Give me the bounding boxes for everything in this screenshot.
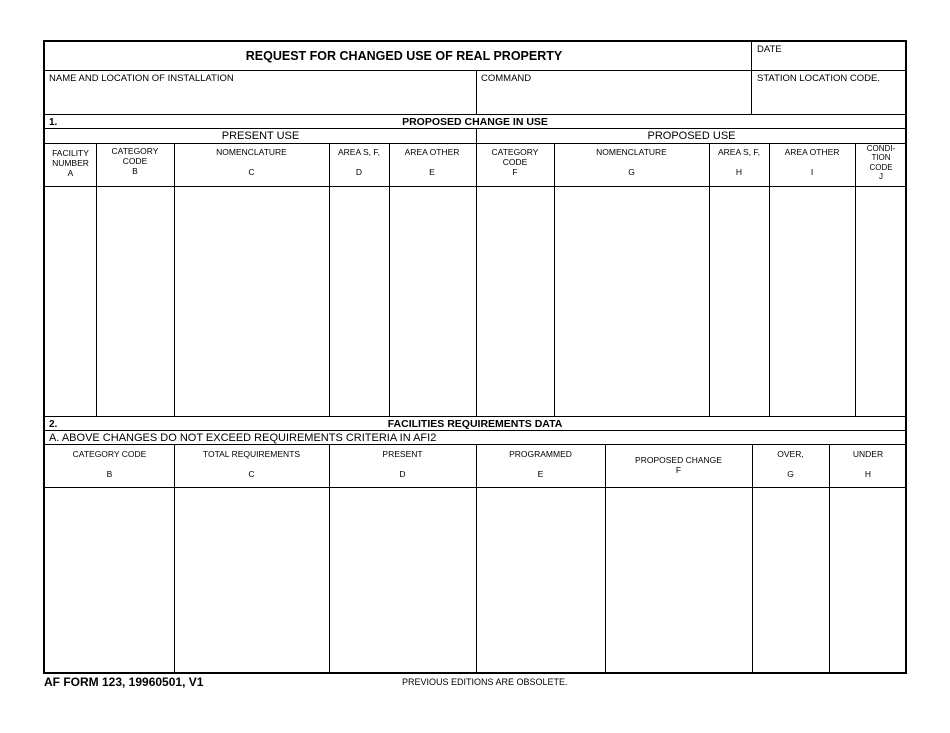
date-field[interactable]: [752, 56, 907, 70]
section2-title: FACILITIES REQUIREMENTS DATA: [387, 418, 563, 430]
req-header-programmed: [476, 450, 605, 479]
req-header-total-requirements: [174, 450, 329, 479]
col-header-proposed-area-other: [769, 148, 855, 177]
col-label: AREA OTHER: [784, 147, 840, 157]
divider: [45, 114, 907, 115]
col-letter: G: [628, 166, 635, 177]
col-label: NOMENCLATURE: [216, 147, 287, 157]
requirements-entry-area[interactable]: [46, 488, 906, 673]
divider: [45, 430, 907, 431]
col-label: NOMENCLATURE: [596, 147, 667, 157]
station-label: STATION LOCATION CODE.: [757, 73, 880, 84]
col-letter: B: [106, 468, 113, 479]
command-field[interactable]: [477, 86, 750, 112]
col-label: PROPOSED CHANGE: [635, 455, 722, 465]
col-letter: I: [810, 166, 814, 177]
col-letter: B: [132, 165, 138, 176]
col-header-nomenclature: [174, 148, 329, 177]
command-label: COMMAND: [481, 73, 532, 84]
form-frame: [43, 40, 907, 674]
station-field[interactable]: [752, 86, 907, 112]
col-label: PRESENT: [382, 449, 423, 459]
col-header-facility-number: FACILITY NUMBER A: [52, 148, 89, 178]
col-letter: J: [879, 172, 883, 182]
col-letter: F: [512, 166, 518, 177]
req-header-over: [752, 450, 829, 479]
col-label: PROGRAMMED: [509, 449, 572, 459]
col-label: OVER,: [777, 449, 804, 459]
present-use-label: PRESENT USE: [221, 130, 300, 142]
col-letter: H: [735, 166, 743, 177]
col-header-category-code: CATEGORY CODE B: [111, 146, 159, 176]
col-header-proposed-nomenclature: [554, 148, 709, 177]
col-letter: D: [399, 468, 406, 479]
col-letter: G: [787, 468, 794, 479]
req-header-under: [829, 450, 907, 479]
form-id: AF FORM 123, 19960501, V1: [44, 675, 204, 689]
section2-number: 2.: [49, 419, 58, 430]
col-label: TOTAL REQUIREMENTS: [202, 449, 301, 459]
proposed-use-label: PROPOSED USE: [647, 130, 736, 142]
col-header-condition-code: CONDI- TION CODE J: [866, 144, 896, 182]
col-label: UNDER: [852, 449, 884, 459]
divider: [45, 416, 907, 417]
section1-title: PROPOSED CHANGE IN USE: [402, 116, 548, 128]
req-header-proposed-change: [605, 456, 752, 476]
date-label: DATE: [757, 44, 782, 55]
form-title: REQUEST FOR CHANGED USE OF REAL PROPERTY: [245, 49, 563, 63]
req-header-present: [329, 450, 476, 479]
col-letter: C: [248, 468, 255, 479]
col-label: AREA S, F,: [337, 147, 381, 157]
col-label: AREA OTHER: [404, 147, 460, 157]
col-letter: H: [864, 468, 872, 479]
col-header-area-other: [389, 148, 475, 177]
installation-label: NAME AND LOCATION OF INSTALLATION: [49, 73, 234, 84]
col-label: CATEGORY CODE: [72, 449, 147, 459]
section2-subtitle: A. ABOVE CHANGES DO NOT EXCEED REQUIREMENTS CRITERIA IN AFI2: [49, 432, 437, 444]
col-header-proposed-category-code: CATEGORY CODE F: [491, 147, 539, 177]
col-letter: A: [67, 167, 74, 178]
obsolete-notice: PREVIOUS EDITIONS ARE OBSOLETE.: [402, 677, 568, 687]
proposed-change-entry-area[interactable]: [46, 187, 906, 415]
installation-field[interactable]: [46, 86, 476, 112]
col-header-proposed-area-sf: [709, 148, 769, 177]
col-letter: E: [537, 468, 544, 479]
col-letter: F: [675, 464, 682, 475]
col-header-area-sf: [329, 148, 389, 177]
col-label: AREA S, F,: [717, 147, 761, 157]
col-letter: E: [429, 166, 435, 177]
req-header-category-code: [45, 450, 174, 479]
col-letter: C: [248, 166, 255, 177]
col-letter: D: [355, 166, 363, 177]
section1-number: 1.: [49, 117, 58, 128]
